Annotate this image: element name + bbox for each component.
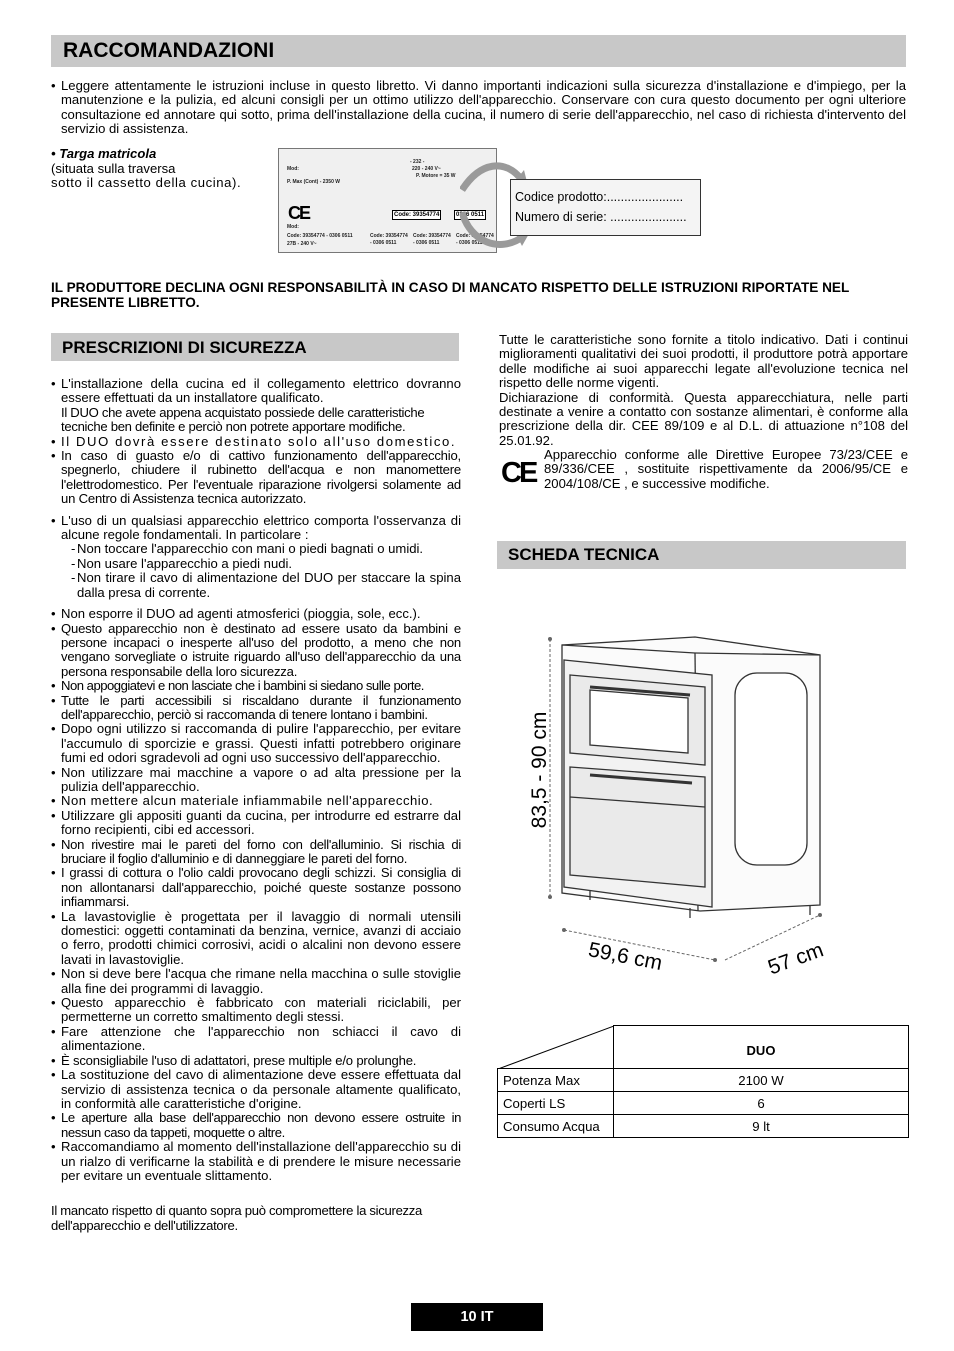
ce-mark-icon: CE [288,203,310,223]
plate-text: Code: 39354774 - 0306 0511 [287,233,353,239]
safety-item: • I grassi di cottura o l'olio caldi provocano degli schizzi. Si consiglia di non allontanarsi dall'apparecchio, poiché queste sostanze possono infiammarsi. [51,866,461,909]
table-row [498,1115,909,1138]
numero-serie-line: Numero di serie: ...................... [515,210,687,224]
spec-label: Coperti LS [498,1092,614,1115]
safety-item: • Non rivestire mai le pareti del forno con dell'alluminio. Si rischia di bruciare il foglio d'alluminio e di danneggiare le pareti del forno. [51,838,461,867]
safety-item: • L'installazione della cucina ed il collegamento elettrico dovranno essere effettuati da un installatore qualificato. [51,377,461,406]
targa-line-1: (situata sulla traversa [51,160,176,176]
safety-item: • Questo apparecchio è fabbricato con materiali riciclabili, per permetterne un corretto smaltimento degli stessi. [51,996,461,1025]
safety-item: • Non utilizzare mai macchine a vapore o ad alta pressione per la pulizia dell'apparecchio. [51,766,461,795]
section-header-raccomandazioni [51,35,906,67]
right-text-block [499,333,908,448]
safety-item: • È sconsigliabile l'uso di adattatori, prese multiple e/o prolunghe. [51,1054,461,1068]
plate-text: Code: 39354774 [370,233,408,239]
section-title: SCHEDA TECNICA [508,545,660,564]
safety-list [51,377,461,1233]
safety-item: • Utilizzare gli appositi guanti da cucina, per introdurre ed estrarre dal forno recipienti, cibi ed accessori. [51,809,461,838]
ce-conformity [499,448,908,491]
safety-item: • Fare attenzione che l'apparecchio non schiacci il cavo di alimentazione. [51,1025,461,1054]
depth-dimension-label: 57 cm [764,938,827,980]
width-dimension-label: 59,6 cm [586,938,665,976]
spec-column-header: DUO [614,1026,909,1069]
height-dimension-label: 83,5 - 90 cm [528,711,551,829]
plate-text: P. Motore = 35 W [416,173,456,179]
safety-closing: Il mancato rispetto di quanto sopra può compromettere la sicurezza dell'apparecchio e dell'utilizzatore. [51,1203,423,1233]
spec-label: Potenza Max [498,1069,614,1092]
table-row [498,1092,909,1115]
plate-text: Mod: [287,166,299,172]
intro-paragraph: • Leggere attentamente le istruzioni incluse in questo libretto. Vi danno importanti indicazioni sulla sicurezza d'installazione e d'impiego, per la manutenzione e la pulizia, ed alcuni consigli per un ottimo utilizzo dell'apparecchio. Conservare con cura questo documento per ogni ulteriore consultazione ed annotare qui sotto, prima dell'installazione della cucina, il numero di serie dell'apparecchio, nel caso di richiesta d'intervento del servizio di assistenza. [51,79,906,137]
targa-label [51,147,271,191]
section-header-prescrizioni [51,333,459,361]
spec-table [497,1025,909,1138]
safety-item: • Non esporre il DUO ad agenti atmosferici (pioggia, sole, ecc.). [51,607,461,621]
safety-subitem: - Non toccare l'apparecchio con mani o piedi bagnati o umidi. [51,542,461,556]
spec-value: 9 lt [614,1115,909,1138]
plate-text: 27B - 240 V~ [287,241,317,247]
safety-item: • Non mettere alcun materiale infiammabile nell'apparecchio. [51,794,461,808]
conformity-paragraph: Dichiarazione di conformità. Questa apparecchiatura, nelle parti destinate a venire a contatto con sostanze alimentari, è conforme alla prescrizione della dir. CEE 89/109 e al D.L. di attuazione n°108 del 25.01.92. [499,389,908,448]
section-title: RACCOMANDAZIONI [63,39,275,62]
code-box [510,179,701,236]
plate-text: - 232 - [410,159,425,165]
table-row [498,1069,909,1092]
targa-title: • Targa matricola [51,146,157,161]
ce-text: Apparecchio conforme alle Direttive Europee 73/23/CEE e 89/336/CEE , sostituite rispettivamente da 2006/95/CE e 2004/108/CE , e successive modifiche. [544,447,908,491]
intro-block [51,79,906,137]
safety-item: • Tutte le parti accessibili si riscaldano durante il funzionamento dell'apparecchio, perciò si raccomanda di tenere lontano i bambini. [51,694,461,723]
safety-item: • Dopo ogni utilizzo si raccomanda di pulire l'apparecchio, per evitare l'accumulo di sporcizie e grassi. Questi infatti potrebbero originare fumi ed odori sgradevoli ad ogni uso successivo dell'apparecchio. [51,722,461,765]
plate-text: - 0306 0511 [370,240,397,246]
safety-item: • La lavastoviglie è progettata per il lavaggio di normali utensili domestici: oggetti contaminati da benzina, vernice, avanzi di acciaio o ferro, prodotti chimici corrosivi, acidi o alcalini non devono essere lavati in lavastoviglie. [51,910,461,968]
spec-value: 6 [614,1092,909,1115]
spec-value: 2100 W [614,1069,909,1092]
plate-text: Mod: [287,224,299,230]
safety-item: • La sostituzione del cavo di alimentazione deve essere effettuata dal servizio di assistenza tecnica o da personale altamente qualificato, in conformità alle caratteristiche d'origine. [51,1068,461,1111]
plate-text: - 0306 0511 [413,240,440,246]
safety-item-continued: Il DUO che avete appena acquistato possiede delle caratteristiche tecniche ben definite e perciò non potrete apportare modifiche. [61,404,425,435]
safety-item: • Le aperture alla base dell'apparecchio non devono essere ostruite in nessun caso da tappeti, moquette o altre. [51,1111,461,1140]
plate-text: - 0306 0511 [456,240,483,246]
spec-label: Consumo Acqua [498,1115,614,1138]
safety-item: • Non appoggiatevi e non lasciate che i bambini si siedano sulle porte. [51,679,461,693]
plate-text: P. Max (Cont) - 2350 W [287,179,340,185]
plate-text: 220 - 240 V~ [412,166,441,172]
section-title: PRESCRIZIONI DI SICUREZZA [62,338,307,357]
plate-text: Code: 39354774 [456,233,494,239]
safety-item: • Il DUO dovrà essere destinato solo all'uso domestico. [51,435,461,449]
codice-prodotto-line: Codice prodotto:...................... [515,190,684,204]
liability-warning: IL PRODUTTORE DECLINA OGNI RESPONSABILITÀ IN CASO DI MANCATO RISPETTO DELLE ISTRUZIONI RIPORTATE NEL PRESENTE LIBRETTO. [51,280,850,310]
ce-mark-icon: CE [501,457,536,489]
safety-item: • In caso di guasto e/o di cattivo funzionamento dell'apparecchio, spegnerlo, chiudere il rubinetto dell'acqua e non manomettere l'elettrodomestico. Per l'eventuale riparazione rivolgersi solamente ad un Centro di Assistenza tecnica autorizzato. [51,449,461,507]
plate-text: Code: 39354774 [413,233,451,239]
safety-subitem: - Non tirare il cavo di alimentazione del DUO per staccare la spina dalla presa di corrente. [51,571,461,600]
safety-item: • Questo apparecchio non è destinato ad essere usato da bambini e persone incapaci o inesperte all'uso del prodotto, a meno che non vengano sorvegliate o istruite riguardo all'uso dell'apparecchio da una persona responsabile della loro sicurezza. [51,622,461,680]
info-paragraph: Tutte le caratteristiche sono fornite a titolo indicativo. Dati i continui miglioramenti qualitativi dei suoi prodotti, il produttore potrà apportare delle modifiche ai suoi apparecchi legate all'evoluzione tecnica nel rispetto delle norme vigenti. [499,332,908,391]
plate-code-box: Code: 39354774 [394,212,440,218]
safety-item: • L'uso di un qualsiasi apparecchio elettrico comporta l'osservanza di alcune regole fondamentali. In particolare : [51,514,461,543]
appliance-dimension-drawing [520,625,830,985]
safety-item: • Non si deve bere l'acqua che rimane nella macchina o sulle stoviglie alla fine dei programmi di lavaggio. [51,967,461,996]
targa-line-2: sotto il cassetto della cucina). [51,175,242,191]
spec-corner-cell [498,1026,614,1069]
diagonal-icon [498,1026,614,1069]
safety-subitem: - Non usare l'apparecchio a piedi nudi. [51,557,461,571]
section-header-scheda [497,541,906,569]
plate-serial-box: 0306 0511 [456,212,485,218]
safety-item: • Raccomandiamo al momento dell'installazione dell'apparecchio su di un rialzo di verificarne la stabilità e di prendere le misure necessarie per evitare un eventuale slittamento. [51,1140,461,1183]
page-number: 10 IT [411,1303,543,1331]
